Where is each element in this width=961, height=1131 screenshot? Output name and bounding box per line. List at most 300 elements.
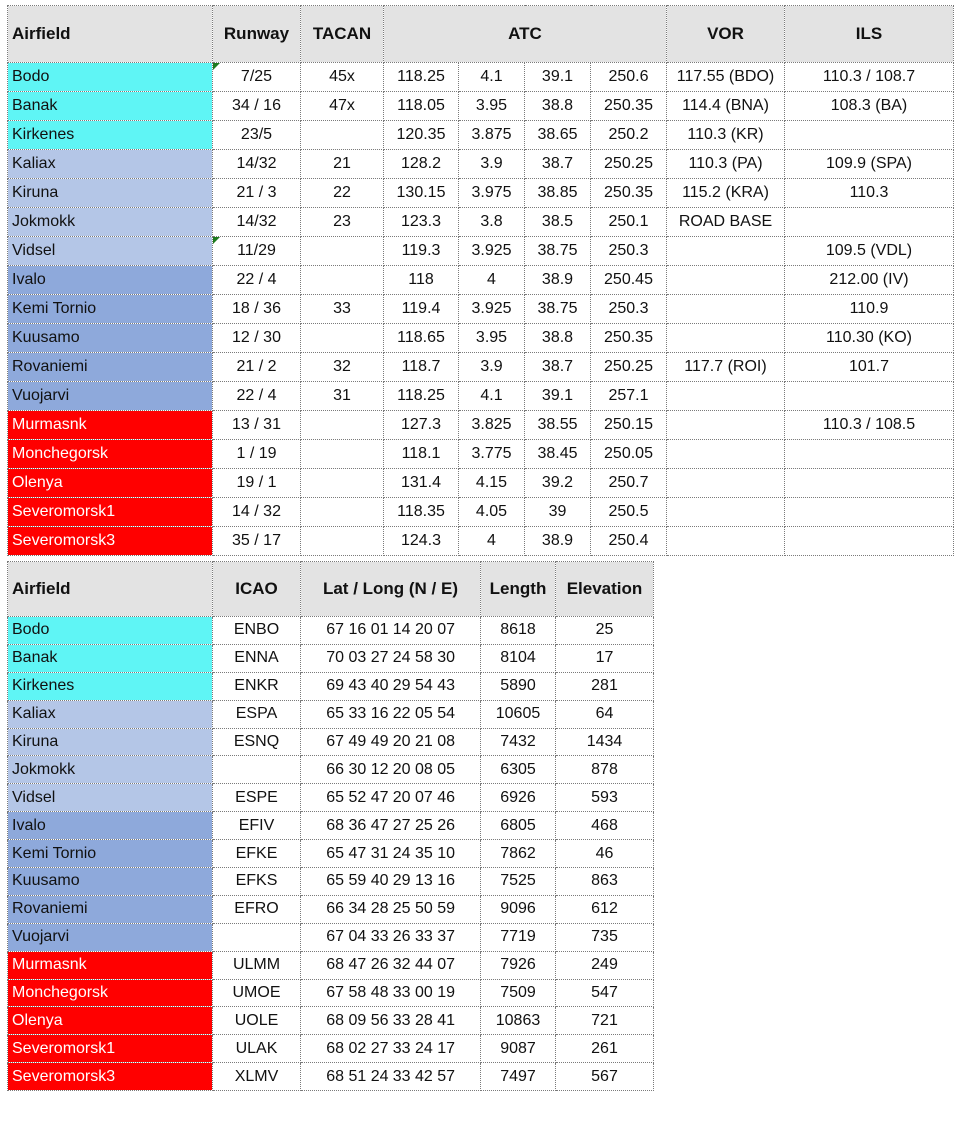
latitude: 65 33 16 [326, 705, 389, 723]
atc-hf-cell: 3.95 [459, 324, 525, 353]
table-row [8, 324, 954, 353]
airfield-name: Ivalo [8, 812, 213, 840]
table-row [8, 951, 654, 979]
atc-vhf-cell: 118.35 [384, 498, 459, 527]
atc-fm-cell: 38.75 [525, 295, 591, 324]
latlong-cell [301, 951, 481, 979]
atc-vhf-cell: 127.3 [384, 411, 459, 440]
latlong-cell [301, 617, 481, 645]
airfield-name: Kuusamo [8, 324, 213, 353]
vor-cell [667, 295, 785, 324]
icao-cell: UMOE [213, 979, 301, 1007]
atc-hf-cell: 4.05 [459, 498, 525, 527]
tacan-cell [301, 469, 384, 498]
tacan-cell [301, 498, 384, 527]
airfield-name: Kuusamo [8, 868, 213, 896]
icao-cell [213, 756, 301, 784]
airfield-name: Kemi Tornio [8, 295, 213, 324]
atc-uhf-cell: 250.35 [591, 324, 667, 353]
atc-uhf-cell: 250.25 [591, 353, 667, 382]
atc-hf-cell: 3.8 [459, 208, 525, 237]
longitude: 14 20 07 [392, 621, 455, 639]
airfield-name: Rovaniemi [8, 353, 213, 382]
header-icao: ICAO [213, 562, 301, 617]
length-cell: 7926 [481, 951, 556, 979]
longitude: 29 13 16 [392, 872, 455, 890]
airfield-name: Severomorsk3 [8, 527, 213, 556]
table-row [8, 527, 954, 556]
atc-uhf-cell: 250.05 [591, 440, 667, 469]
longitude: 20 07 46 [392, 788, 455, 806]
latitude: 68 51 24 [326, 1067, 389, 1085]
tacan-cell: 45x [301, 63, 384, 92]
airfield-name: Severomorsk3 [8, 1063, 213, 1091]
airfield-name: Banak [8, 644, 213, 672]
longitude: 27 25 26 [392, 816, 455, 834]
table-row [8, 840, 654, 868]
latlong-cell [301, 700, 481, 728]
length-cell: 9096 [481, 895, 556, 923]
atc-vhf-cell: 120.35 [384, 121, 459, 150]
runway-cell: 11/29 [213, 237, 301, 266]
icao-cell: ULMM [213, 951, 301, 979]
runway-cell: 14/32 [213, 208, 301, 237]
latlong-cell [301, 728, 481, 756]
atc-vhf-cell: 118.7 [384, 353, 459, 382]
runway-cell: 35 / 17 [213, 527, 301, 556]
latitude: 68 02 27 [326, 1039, 389, 1057]
table-row [8, 784, 654, 812]
latlong-cell [301, 868, 481, 896]
icao-cell: XLMV [213, 1063, 301, 1091]
latlong-cell [301, 1007, 481, 1035]
airfield-name: Kirkenes [8, 121, 213, 150]
vor-cell: 110.3 (KR) [667, 121, 785, 150]
tacan-cell: 23 [301, 208, 384, 237]
airfield-name: Kaliax [8, 150, 213, 179]
table-row [8, 208, 954, 237]
elevation-cell: 612 [556, 895, 654, 923]
table-row [8, 979, 654, 1007]
table2-header-row [8, 562, 654, 617]
vor-cell [667, 440, 785, 469]
airfield-name: Kirkenes [8, 672, 213, 700]
atc-hf-cell: 4 [459, 527, 525, 556]
atc-fm-cell: 39.2 [525, 469, 591, 498]
header-atc: ATC [384, 6, 667, 63]
elevation-cell: 261 [556, 1035, 654, 1063]
atc-vhf-cell: 130.15 [384, 179, 459, 208]
header-airfield: Airfield [8, 562, 213, 617]
airfield-name: Monchegorsk [8, 440, 213, 469]
atc-fm-cell: 38.55 [525, 411, 591, 440]
latitude: 67 04 33 [326, 928, 389, 946]
ils-cell [785, 527, 954, 556]
icao-cell: ENNA [213, 644, 301, 672]
length-cell: 10863 [481, 1007, 556, 1035]
runway-cell: 34 / 16 [213, 92, 301, 121]
atc-uhf-cell: 250.2 [591, 121, 667, 150]
vor-cell [667, 237, 785, 266]
runway-cell: 21 / 3 [213, 179, 301, 208]
table-row [8, 150, 954, 179]
elevation-cell: 863 [556, 868, 654, 896]
runway-cell: 21 / 2 [213, 353, 301, 382]
atc-uhf-cell: 250.7 [591, 469, 667, 498]
vor-cell [667, 469, 785, 498]
table-row [8, 895, 654, 923]
elevation-cell: 567 [556, 1063, 654, 1091]
ils-cell [785, 469, 954, 498]
longitude: 26 33 37 [392, 928, 455, 946]
runway-cell: 19 / 1 [213, 469, 301, 498]
ils-cell: 108.3 (BA) [785, 92, 954, 121]
length-cell: 6305 [481, 756, 556, 784]
longitude: 24 58 30 [392, 649, 455, 667]
vor-cell: 117.55 (BDO) [667, 63, 785, 92]
icao-cell: ESPE [213, 784, 301, 812]
latitude: 69 43 40 [326, 677, 389, 695]
elevation-cell: 878 [556, 756, 654, 784]
atc-fm-cell: 38.9 [525, 527, 591, 556]
atc-uhf-cell: 250.35 [591, 92, 667, 121]
airfield-name: Banak [8, 92, 213, 121]
atc-hf-cell: 4.1 [459, 63, 525, 92]
atc-vhf-cell: 118.25 [384, 382, 459, 411]
tacan-cell [301, 527, 384, 556]
longitude: 29 54 43 [392, 677, 455, 695]
icao-cell: ULAK [213, 1035, 301, 1063]
table-row [8, 92, 954, 121]
table-row [8, 382, 954, 411]
airfield-name: Olenya [8, 469, 213, 498]
atc-fm-cell: 38.85 [525, 179, 591, 208]
atc-vhf-cell: 124.3 [384, 527, 459, 556]
table-row [8, 1063, 654, 1091]
latitude: 67 16 01 [326, 621, 389, 639]
runway-cell: 22 / 4 [213, 382, 301, 411]
latitude: 68 47 26 [326, 956, 389, 974]
table-row [8, 1007, 654, 1035]
vor-cell [667, 324, 785, 353]
airfield-name: Vidsel [8, 237, 213, 266]
atc-fm-cell: 38.8 [525, 92, 591, 121]
atc-hf-cell: 3.9 [459, 150, 525, 179]
atc-uhf-cell: 250.6 [591, 63, 667, 92]
icao-cell: ESPA [213, 700, 301, 728]
tacan-cell: 47x [301, 92, 384, 121]
length-cell: 5890 [481, 672, 556, 700]
tacan-cell: 22 [301, 179, 384, 208]
atc-fm-cell: 38.65 [525, 121, 591, 150]
elevation-cell: 17 [556, 644, 654, 672]
frequencies-table [7, 5, 954, 556]
length-cell: 7497 [481, 1063, 556, 1091]
atc-hf-cell: 3.95 [459, 92, 525, 121]
latitude: 68 36 47 [326, 816, 389, 834]
airfield-name: Vuojarvi [8, 923, 213, 951]
atc-uhf-cell: 250.4 [591, 527, 667, 556]
airfield-name: Murmasnk [8, 411, 213, 440]
vor-cell [667, 527, 785, 556]
latitude: 65 47 31 [326, 844, 389, 862]
table-row [8, 923, 654, 951]
table-row [8, 266, 954, 295]
tacan-cell [301, 266, 384, 295]
ils-cell: 110.30 (KO) [785, 324, 954, 353]
elevation-cell: 547 [556, 979, 654, 1007]
elevation-cell: 735 [556, 923, 654, 951]
ils-cell [785, 121, 954, 150]
elevation-cell: 281 [556, 672, 654, 700]
header-runway: Runway [213, 6, 301, 63]
airfield-name: Olenya [8, 1007, 213, 1035]
longitude: 32 44 07 [392, 956, 455, 974]
latitude: 65 59 40 [326, 872, 389, 890]
runway-cell: 18 / 36 [213, 295, 301, 324]
table-row [8, 440, 954, 469]
atc-uhf-cell: 250.35 [591, 179, 667, 208]
icao-cell: EFRO [213, 895, 301, 923]
table-row [8, 700, 654, 728]
latitude: 66 30 12 [326, 760, 389, 778]
ils-cell: 110.9 [785, 295, 954, 324]
elevation-cell: 64 [556, 700, 654, 728]
length-cell: 10605 [481, 700, 556, 728]
length-cell: 7862 [481, 840, 556, 868]
atc-fm-cell: 39.1 [525, 382, 591, 411]
table-row [8, 868, 654, 896]
table-row [8, 179, 954, 208]
latlong-cell [301, 756, 481, 784]
ils-cell [785, 208, 954, 237]
table-row [8, 411, 954, 440]
latlong-cell [301, 644, 481, 672]
latitude: 68 09 56 [326, 1011, 389, 1029]
atc-fm-cell: 38.5 [525, 208, 591, 237]
table1-header-row [8, 6, 954, 63]
airfield-name: Jokmokk [8, 756, 213, 784]
ils-cell [785, 440, 954, 469]
atc-fm-cell: 38.8 [525, 324, 591, 353]
longitude: 25 50 59 [392, 900, 455, 918]
length-cell: 7432 [481, 728, 556, 756]
atc-vhf-cell: 118.05 [384, 92, 459, 121]
atc-uhf-cell: 250.5 [591, 498, 667, 527]
runway-cell: 23/5 [213, 121, 301, 150]
table-row [8, 812, 654, 840]
atc-hf-cell: 3.775 [459, 440, 525, 469]
atc-hf-cell: 3.825 [459, 411, 525, 440]
atc-vhf-cell: 119.4 [384, 295, 459, 324]
atc-uhf-cell: 250.3 [591, 295, 667, 324]
airfield-info-table [7, 561, 654, 1091]
airfield-name: Bodo [8, 617, 213, 645]
atc-uhf-cell: 250.25 [591, 150, 667, 179]
table-row [8, 756, 654, 784]
atc-vhf-cell: 118 [384, 266, 459, 295]
airfield-name: Kemi Tornio [8, 840, 213, 868]
latlong-cell [301, 1035, 481, 1063]
elevation-cell: 721 [556, 1007, 654, 1035]
icao-cell: UOLE [213, 1007, 301, 1035]
header-latlong: Lat / Long (N / E) [301, 562, 481, 617]
latitude: 67 58 48 [326, 984, 389, 1002]
latitude: 70 03 27 [326, 649, 389, 667]
vor-cell [667, 498, 785, 527]
ils-cell: 109.5 (VDL) [785, 237, 954, 266]
atc-vhf-cell: 118.65 [384, 324, 459, 353]
airfield-name: Severomorsk1 [8, 498, 213, 527]
longitude: 33 00 19 [392, 984, 455, 1002]
latlong-cell [301, 784, 481, 812]
atc-fm-cell: 38.7 [525, 353, 591, 382]
airfield-name: Kiruna [8, 728, 213, 756]
atc-hf-cell: 3.975 [459, 179, 525, 208]
vor-cell [667, 382, 785, 411]
header-vor: VOR [667, 6, 785, 63]
longitude: 20 21 08 [392, 733, 455, 750]
table-row [8, 728, 654, 756]
tacan-cell [301, 440, 384, 469]
length-cell: 7509 [481, 979, 556, 1007]
header-tacan: TACAN [301, 6, 384, 63]
vor-cell: ROAD BASE [667, 208, 785, 237]
airfield-name: Severomorsk1 [8, 1035, 213, 1063]
atc-vhf-cell: 119.3 [384, 237, 459, 266]
length-cell: 7719 [481, 923, 556, 951]
airfield-name: Ivalo [8, 266, 213, 295]
length-cell: 9087 [481, 1035, 556, 1063]
airfield-name: Vuojarvi [8, 382, 213, 411]
atc-fm-cell: 39 [525, 498, 591, 527]
atc-hf-cell: 3.875 [459, 121, 525, 150]
vor-cell: 114.4 (BNA) [667, 92, 785, 121]
vor-cell [667, 266, 785, 295]
length-cell: 7525 [481, 868, 556, 896]
runway-cell: 14/32 [213, 150, 301, 179]
runway-cell: 22 / 4 [213, 266, 301, 295]
tacan-cell: 32 [301, 353, 384, 382]
atc-uhf-cell: 250.3 [591, 237, 667, 266]
header-ils: ILS [785, 6, 954, 63]
atc-fm-cell: 38.75 [525, 237, 591, 266]
atc-hf-cell: 3.925 [459, 295, 525, 324]
atc-hf-cell: 4.15 [459, 469, 525, 498]
header-length: Length [481, 562, 556, 617]
ils-cell: 212.00 (IV) [785, 266, 954, 295]
runway-cell: 1 / 19 [213, 440, 301, 469]
elevation-cell: 25 [556, 617, 654, 645]
airfield-name: Murmasnk [8, 951, 213, 979]
atc-fm-cell: 38.7 [525, 150, 591, 179]
atc-fm-cell: 39.1 [525, 63, 591, 92]
longitude: 33 28 41 [392, 1011, 455, 1029]
runway-cell: 7/25 [213, 63, 301, 92]
atc-vhf-cell: 123.3 [384, 208, 459, 237]
icao-cell: ENKR [213, 672, 301, 700]
ils-cell: 110.3 / 108.5 [785, 411, 954, 440]
elevation-cell: 468 [556, 812, 654, 840]
length-cell: 6805 [481, 812, 556, 840]
airfield-name: Jokmokk [8, 208, 213, 237]
table-row [8, 644, 654, 672]
latitude: 66 34 28 [326, 900, 389, 918]
icao-cell: EFKE [213, 840, 301, 868]
icao-cell: EFKS [213, 868, 301, 896]
longitude: 24 35 10 [392, 844, 455, 862]
latitude: 65 52 47 [326, 788, 389, 806]
runway-cell: 14 / 32 [213, 498, 301, 527]
atc-uhf-cell: 250.1 [591, 208, 667, 237]
ils-cell [785, 498, 954, 527]
atc-uhf-cell: 257.1 [591, 382, 667, 411]
tacan-cell: 31 [301, 382, 384, 411]
icao-cell: ENBO [213, 617, 301, 645]
longitude: 33 24 17 [392, 1039, 455, 1057]
ils-cell: 101.7 [785, 353, 954, 382]
tacan-cell [301, 121, 384, 150]
table-row [8, 672, 654, 700]
ils-cell [785, 382, 954, 411]
runway-cell: 13 / 31 [213, 411, 301, 440]
runway-cell: 12 / 30 [213, 324, 301, 353]
vor-cell: 110.3 (PA) [667, 150, 785, 179]
latlong-cell [301, 672, 481, 700]
table-row [8, 353, 954, 382]
vor-cell: 117.7 (ROI) [667, 353, 785, 382]
table-row [8, 295, 954, 324]
longitude: 20 08 05 [392, 760, 455, 778]
latlong-cell [301, 1063, 481, 1091]
atc-fm-cell: 38.9 [525, 266, 591, 295]
elevation-cell: 46 [556, 840, 654, 868]
elevation-cell: 593 [556, 784, 654, 812]
airfield-name: Kaliax [8, 700, 213, 728]
icao-cell: ESNQ [213, 728, 301, 756]
airfield-name: Kiruna [8, 179, 213, 208]
length-cell: 8104 [481, 644, 556, 672]
latlong-cell [301, 895, 481, 923]
icao-cell: EFIV [213, 812, 301, 840]
atc-uhf-cell: 250.45 [591, 266, 667, 295]
longitude: 33 42 57 [392, 1067, 455, 1085]
latitude: 67 49 49 [326, 733, 389, 750]
length-cell: 6926 [481, 784, 556, 812]
elevation-cell: 249 [556, 951, 654, 979]
atc-uhf-cell: 250.15 [591, 411, 667, 440]
elevation-cell: 1434 [556, 728, 654, 756]
latlong-cell [301, 812, 481, 840]
ils-cell: 110.3 / 108.7 [785, 63, 954, 92]
length-cell: 8618 [481, 617, 556, 645]
table-row [8, 63, 954, 92]
table-row [8, 469, 954, 498]
airfield-name: Vidsel [8, 784, 213, 812]
table-row [8, 1035, 654, 1063]
table-row [8, 121, 954, 150]
tacan-cell [301, 237, 384, 266]
latlong-cell [301, 923, 481, 951]
table-row [8, 498, 954, 527]
atc-hf-cell: 4 [459, 266, 525, 295]
vor-cell: 115.2 (KRA) [667, 179, 785, 208]
airfield-name: Monchegorsk [8, 979, 213, 1007]
header-airfield: Airfield [8, 6, 213, 63]
latlong-cell [301, 840, 481, 868]
longitude: 22 05 54 [392, 705, 455, 723]
atc-vhf-cell: 128.2 [384, 150, 459, 179]
